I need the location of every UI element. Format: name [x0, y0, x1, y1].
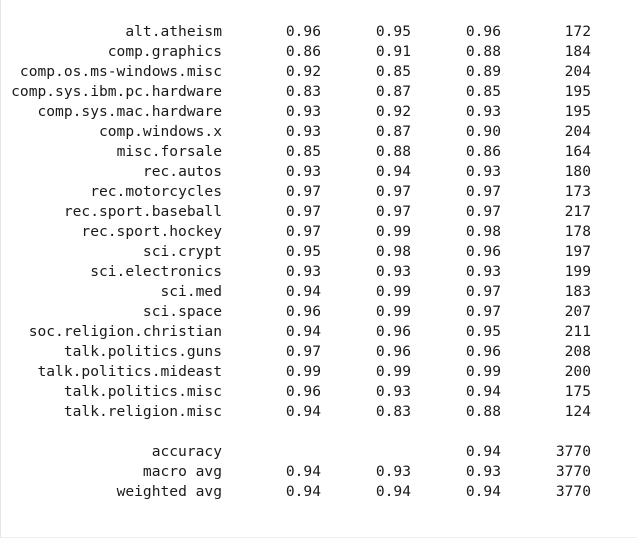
f1-score-value: 0.97 [465, 303, 501, 320]
support-value: 124 [564, 403, 591, 420]
summary-row [0, 482, 637, 502]
recall-value: 0.98 [375, 243, 411, 260]
f1-score-value: 0.88 [465, 43, 501, 60]
class-row [0, 362, 637, 382]
recall-value: 0.93 [375, 263, 411, 280]
class-label: talk.politics.guns [63, 343, 222, 360]
f1-score-value: 0.89 [465, 63, 501, 80]
class-label: comp.os.ms-windows.misc [19, 63, 222, 80]
f1-score-value: 0.88 [465, 403, 501, 420]
f1-score-value: 0.97 [465, 203, 501, 220]
recall-value: 0.91 [375, 43, 411, 60]
precision-value: 0.93 [285, 123, 321, 140]
class-row [0, 382, 637, 402]
precision-value: 0.92 [285, 63, 321, 80]
f1-score-value: 0.90 [465, 123, 501, 140]
precision-value: 0.83 [285, 83, 321, 100]
class-rows [0, 22, 637, 422]
class-row [0, 242, 637, 262]
f1-score-value: 0.93 [465, 263, 501, 280]
class-row [0, 142, 637, 162]
precision-value: 0.97 [285, 203, 321, 220]
precision-value: 0.94 [285, 483, 321, 500]
support-value: 180 [564, 163, 591, 180]
class-row [0, 302, 637, 322]
class-label: rec.autos [142, 163, 222, 180]
support-value: 3770 [555, 443, 591, 460]
precision-value: 0.97 [285, 183, 321, 200]
support-value: 173 [564, 183, 591, 200]
support-value: 183 [564, 283, 591, 300]
recall-value: 0.99 [375, 303, 411, 320]
f1-score-value: 0.96 [465, 243, 501, 260]
precision-value: 0.94 [285, 323, 321, 340]
precision-value: 0.93 [285, 263, 321, 280]
class-label: soc.religion.christian [28, 323, 222, 340]
precision-value: 0.96 [285, 383, 321, 400]
f1-score-value: 0.86 [465, 143, 501, 160]
class-label: misc.forsale [116, 143, 222, 160]
recall-value: 0.99 [375, 223, 411, 240]
class-label: sci.space [142, 303, 222, 320]
f1-score-value: 0.99 [465, 363, 501, 380]
class-label: rec.sport.baseball [63, 203, 222, 220]
class-row [0, 322, 637, 342]
f1-score-value: 0.93 [465, 163, 501, 180]
support-value: 208 [564, 343, 591, 360]
f1-score-value: 0.94 [465, 383, 501, 400]
recall-value: 0.85 [375, 63, 411, 80]
f1-score-value: 0.85 [465, 83, 501, 100]
support-value: 178 [564, 223, 591, 240]
classification-report [0, 22, 637, 502]
recall-value: 0.87 [375, 83, 411, 100]
f1-score-value: 0.97 [465, 283, 501, 300]
class-label: accuracy [151, 443, 222, 460]
f1-score-value: 0.93 [465, 463, 501, 480]
class-label: sci.crypt [142, 243, 222, 260]
summary-row [0, 442, 637, 462]
f1-score-value: 0.94 [465, 483, 501, 500]
support-value: 204 [564, 123, 591, 140]
recall-value: 0.97 [375, 183, 411, 200]
class-row [0, 82, 637, 102]
precision-value: 0.94 [285, 463, 321, 480]
recall-value: 0.94 [375, 483, 411, 500]
precision-value: 0.93 [285, 163, 321, 180]
class-row [0, 222, 637, 242]
summary-rows [0, 442, 637, 502]
class-row [0, 342, 637, 362]
support-value: 195 [564, 83, 591, 100]
f1-score-value: 0.96 [465, 23, 501, 40]
class-label: weighted avg [116, 483, 222, 500]
class-row [0, 402, 637, 422]
class-label: rec.sport.hockey [81, 223, 222, 240]
class-label: comp.graphics [107, 43, 222, 60]
support-value: 172 [564, 23, 591, 40]
recall-value: 0.87 [375, 123, 411, 140]
class-row [0, 102, 637, 122]
class-label: comp.sys.ibm.pc.hardware [11, 83, 222, 100]
precision-value: 0.86 [285, 43, 321, 60]
recall-value: 0.96 [375, 323, 411, 340]
class-row [0, 282, 637, 302]
recall-value: 0.88 [375, 143, 411, 160]
recall-value: 0.96 [375, 343, 411, 360]
class-row [0, 122, 637, 142]
class-label: alt.atheism [125, 23, 222, 40]
recall-value: 0.97 [375, 203, 411, 220]
recall-value: 0.95 [375, 23, 411, 40]
recall-value: 0.93 [375, 463, 411, 480]
recall-value: 0.99 [375, 363, 411, 380]
class-row [0, 202, 637, 222]
support-value: 207 [564, 303, 591, 320]
class-label: sci.electronics [90, 263, 222, 280]
support-value: 204 [564, 63, 591, 80]
support-value: 197 [564, 243, 591, 260]
support-value: 195 [564, 103, 591, 120]
class-label: macro avg [142, 463, 222, 480]
report-spacer [0, 422, 637, 442]
f1-score-value: 0.96 [465, 343, 501, 360]
precision-value: 0.97 [285, 223, 321, 240]
precision-value: 0.94 [285, 403, 321, 420]
precision-value: 0.93 [285, 103, 321, 120]
class-row [0, 262, 637, 282]
precision-value: 0.96 [285, 303, 321, 320]
f1-score-value: 0.93 [465, 103, 501, 120]
recall-value: 0.93 [375, 383, 411, 400]
support-value: 164 [564, 143, 591, 160]
f1-score-value: 0.97 [465, 183, 501, 200]
class-label: sci.med [160, 283, 222, 300]
class-label: comp.sys.mac.hardware [37, 103, 222, 120]
precision-value: 0.94 [285, 283, 321, 300]
precision-value: 0.96 [285, 23, 321, 40]
class-row [0, 22, 637, 42]
f1-score-value: 0.94 [465, 443, 501, 460]
class-row [0, 182, 637, 202]
summary-row [0, 462, 637, 482]
support-value: 199 [564, 263, 591, 280]
precision-value: 0.95 [285, 243, 321, 260]
class-label: talk.politics.mideast [37, 363, 222, 380]
class-label: rec.motorcycles [90, 183, 222, 200]
recall-value: 0.94 [375, 163, 411, 180]
precision-value: 0.85 [285, 143, 321, 160]
class-label: talk.politics.misc [63, 383, 222, 400]
support-value: 184 [564, 43, 591, 60]
recall-value: 0.83 [375, 403, 411, 420]
class-label: talk.religion.misc [63, 403, 222, 420]
support-value: 211 [564, 323, 591, 340]
class-label: comp.windows.x [98, 123, 222, 140]
support-value: 3770 [555, 483, 591, 500]
support-value: 3770 [555, 463, 591, 480]
support-value: 217 [564, 203, 591, 220]
precision-value: 0.99 [285, 363, 321, 380]
class-row [0, 162, 637, 182]
recall-value: 0.92 [375, 103, 411, 120]
support-value: 175 [564, 383, 591, 400]
precision-value: 0.97 [285, 343, 321, 360]
support-value: 200 [564, 363, 591, 380]
f1-score-value: 0.95 [465, 323, 501, 340]
class-row [0, 62, 637, 82]
recall-value: 0.99 [375, 283, 411, 300]
class-row [0, 42, 637, 62]
f1-score-value: 0.98 [465, 223, 501, 240]
